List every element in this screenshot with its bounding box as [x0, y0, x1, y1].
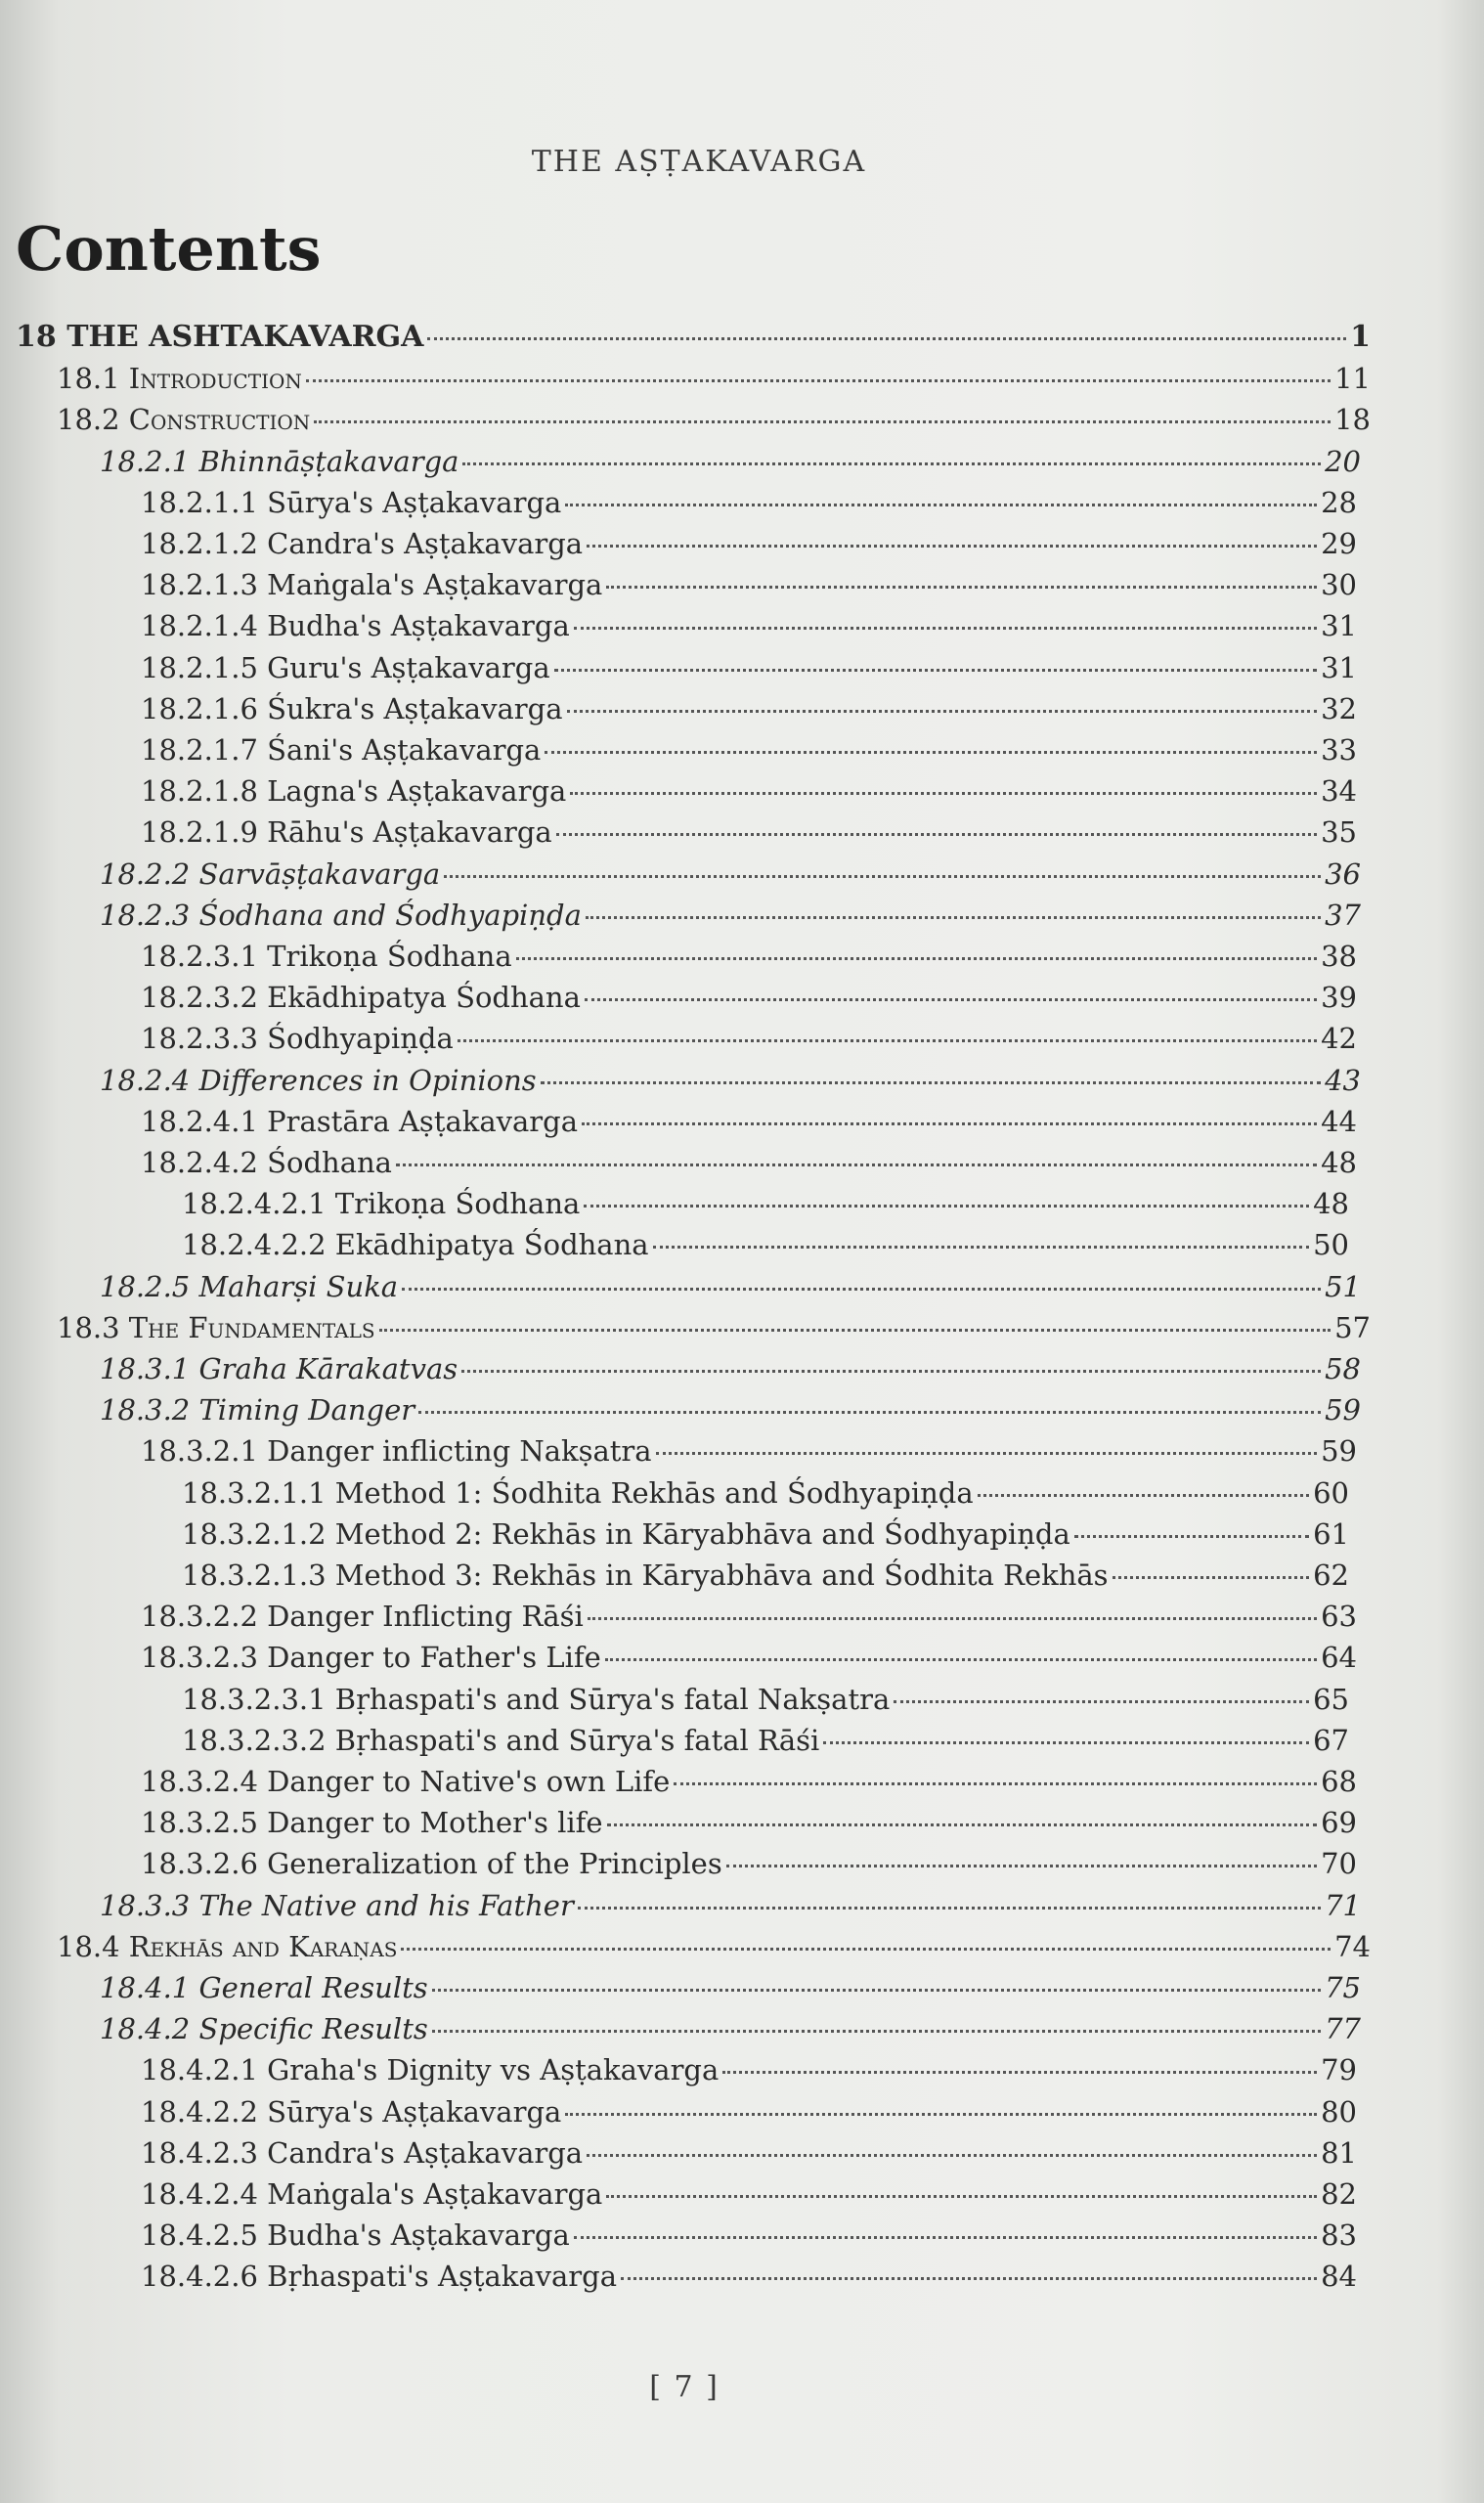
dot-leader [462, 462, 1321, 465]
toc-entry-label: 18.3.2.1.2 Method 2: Rekhās in Kāryabhāva and Śodhyapiṇḍa [182, 1517, 1070, 1551]
dot-leader [516, 957, 1317, 960]
toc-entry-label: 18.4.2.4 Maṅgala's Aṣṭakavarga [141, 2177, 603, 2211]
toc-entry[interactable] [141, 486, 1357, 519]
dot-leader [574, 2236, 1317, 2239]
dot-leader [587, 545, 1317, 548]
dot-leader [554, 669, 1317, 672]
dot-leader [585, 998, 1317, 1001]
toc-entry[interactable] [100, 1889, 1361, 1922]
toc-entry[interactable] [57, 1311, 1371, 1344]
dot-leader [402, 1288, 1321, 1291]
toc-entry[interactable] [141, 815, 1357, 849]
toc-entry[interactable] [182, 1476, 1349, 1510]
dot-leader [545, 751, 1317, 754]
toc-entry-label: 18.4.2 Specific Results [100, 2012, 428, 2045]
dot-leader [605, 1658, 1317, 1661]
toc-entry[interactable] [182, 1559, 1349, 1592]
toc-entry-page: 62 [1313, 1559, 1349, 1592]
toc-entry-page: 67 [1313, 1724, 1349, 1757]
toc-entry-page: 51 [1325, 1270, 1361, 1303]
toc-entry-label: 18.2.1.2 Candra's Aṣṭakavarga [141, 527, 584, 560]
toc-entry-page: 60 [1313, 1476, 1349, 1510]
toc-entry-page: 33 [1321, 733, 1357, 767]
toc-entry[interactable] [141, 2177, 1357, 2211]
toc-entry[interactable] [182, 1517, 1349, 1551]
toc-entry-label: 18.3.2.5 Danger to Mother's life [141, 1806, 603, 1839]
toc-entry-page: 36 [1325, 857, 1361, 891]
toc-entry[interactable] [100, 1270, 1361, 1303]
toc-entry[interactable] [182, 1724, 1349, 1757]
toc-entry-label: 18.3.2.6 Generalization of the Principles [141, 1847, 722, 1880]
toc-entry-page: 11 [1334, 362, 1371, 395]
toc-entry[interactable] [141, 2136, 1357, 2170]
toc-entry[interactable] [141, 1434, 1357, 1468]
toc-entry-label: 18.2.3.3 Śodhyapiṇḍa [141, 1022, 454, 1055]
toc-entry-page: 38 [1321, 940, 1357, 973]
toc-entry-label: 18.2.1.6 Śukra's Aṣṭakavarga [141, 692, 563, 725]
toc-entry-label: 18.2.1.5 Guru's Aṣṭakavarga [141, 651, 550, 684]
dot-leader [432, 2030, 1321, 2033]
dot-leader [314, 420, 1331, 423]
dot-leader [582, 1122, 1317, 1125]
dot-leader [606, 586, 1317, 589]
toc-entry[interactable] [182, 1228, 1349, 1261]
toc-entry-page: 39 [1321, 981, 1357, 1014]
toc-entry-label: 18.3.1 Graha Kārakatvas [100, 1352, 458, 1385]
toc-entry[interactable] [141, 651, 1357, 684]
dot-leader [427, 337, 1346, 340]
dot-leader [978, 1494, 1309, 1497]
dot-leader [396, 1164, 1317, 1166]
dot-leader [556, 833, 1317, 836]
toc-entry-label: 18.2.1.9 Rāhu's Aṣṭakavarga [141, 815, 552, 849]
dot-leader [379, 1329, 1331, 1332]
dot-leader [653, 1246, 1310, 1249]
toc-entry-label: 18.2.4.1 Prastāra Aṣṭakavarga [141, 1105, 579, 1138]
dot-leader [621, 2277, 1317, 2280]
toc-entry-label: 18.2.4 Differences in Opinions [100, 1064, 537, 1097]
dot-leader [574, 627, 1317, 630]
toc-entry-label: 18 THE ASHTAKAVARGA [16, 320, 424, 354]
toc-entry-label: 18.2.3 Śodhana and Śodhyapiṇḍa [100, 899, 582, 932]
toc-entry-page: 50 [1313, 1228, 1349, 1261]
toc-entry-label: 18.2.3.2 Ekādhipatya Śodhana [141, 981, 581, 1014]
toc-entry[interactable] [141, 774, 1357, 808]
page-number: [ 7 ] [649, 2370, 720, 2404]
toc-entry-label: 18.2.1.7 Śani's Aṣṭakavarga [141, 733, 542, 767]
toc-entry-page: 84 [1321, 2260, 1357, 2293]
toc-entry-label: 18.2.1 Bhinnāṣṭakavarga [100, 445, 459, 478]
toc-entry-label: 18.3 The Fundamentals [57, 1311, 375, 1344]
toc-entry[interactable] [141, 2053, 1357, 2086]
toc-entry-page: 58 [1325, 1352, 1361, 1385]
toc-entry-label: 18.2.1.1 Sūrya's Aṣṭakavarga [141, 486, 562, 519]
toc-entry-label: 18.4.2.2 Sūrya's Aṣṭakavarga [141, 2095, 562, 2129]
toc-entry-label: 18.3.2.2 Danger Inflicting Rāśi [141, 1600, 584, 1633]
dot-leader [674, 1782, 1317, 1785]
toc-entry-page: 80 [1321, 2095, 1357, 2129]
toc-entry-page: 57 [1334, 1311, 1371, 1344]
dot-leader [461, 1370, 1321, 1373]
toc-entry[interactable] [141, 733, 1357, 767]
toc-entry[interactable] [100, 445, 1361, 478]
toc-entry-label: 18.3.2.3 Danger to Father's Life [141, 1641, 601, 1674]
toc-entry[interactable] [57, 362, 1371, 395]
dot-leader [401, 1948, 1331, 1951]
page-title: Contents [16, 213, 322, 285]
toc-entry-page: 77 [1325, 2012, 1361, 2045]
toc-entry[interactable] [141, 692, 1357, 725]
toc-entry-page: 37 [1325, 899, 1361, 932]
toc-entry[interactable] [141, 568, 1357, 601]
toc-entry[interactable] [141, 1600, 1357, 1633]
toc-entry-page: 81 [1321, 2136, 1357, 2170]
toc-entry[interactable] [100, 1393, 1361, 1427]
toc-entry-label: 18.3.2.3.1 Bṛhaspati's and Sūrya's fatal Nakṣatra [182, 1683, 891, 1716]
dot-leader [458, 1039, 1317, 1042]
toc-entry[interactable] [100, 899, 1361, 932]
toc-entry-page: 31 [1321, 609, 1357, 642]
dot-leader [606, 2195, 1317, 2198]
toc-entry[interactable] [100, 1971, 1361, 2004]
toc-entry-page: 35 [1321, 815, 1357, 849]
toc-entry[interactable] [141, 2218, 1357, 2252]
toc-entry-page: 74 [1334, 1930, 1371, 1963]
toc-entry[interactable] [182, 1683, 1349, 1716]
toc-entry-page: 42 [1321, 1022, 1357, 1055]
toc-entry[interactable] [182, 1187, 1349, 1220]
toc-entry-label: 18.2 Construction [57, 403, 311, 436]
dot-leader [570, 792, 1317, 795]
toc-entry-page: 18 [1334, 403, 1371, 436]
dot-leader [567, 710, 1318, 713]
toc-entry-page: 59 [1321, 1434, 1357, 1468]
dot-leader [722, 2071, 1317, 2074]
dot-leader [1074, 1535, 1309, 1538]
toc-entry-page: 1 [1350, 320, 1371, 354]
toc-entry-label: 18.4.2.5 Budha's Aṣṭakavarga [141, 2218, 570, 2252]
dot-leader [541, 1081, 1321, 1084]
dot-leader [444, 875, 1321, 878]
toc-entry[interactable] [141, 2095, 1357, 2129]
toc-entry[interactable] [100, 1064, 1361, 1097]
dot-leader [823, 1741, 1309, 1744]
toc-entry[interactable] [100, 857, 1361, 891]
toc-entry-label: 18.3.2.1.3 Method 3: Rekhās in Kāryabhāva and Śodhita Rekhās [182, 1559, 1109, 1592]
toc-entry-label: 18.4.2.1 Graha's Dignity vs Aṣṭakavarga [141, 2053, 720, 2086]
toc-entry[interactable] [100, 1352, 1361, 1385]
toc-entry[interactable] [100, 2012, 1361, 2045]
toc-entry-page: 79 [1321, 2053, 1357, 2086]
toc-entry-page: 43 [1325, 1064, 1361, 1097]
toc-entry[interactable] [141, 1765, 1357, 1798]
toc-entry-label: 18.3.3 The Native and his Father [100, 1889, 574, 1922]
toc-entry[interactable] [141, 2260, 1357, 2293]
dot-leader [1113, 1576, 1310, 1579]
toc-entry-label: 18.2.4.2 Śodhana [141, 1146, 392, 1179]
dot-leader [584, 1205, 1309, 1208]
toc-entry[interactable] [141, 1641, 1357, 1674]
toc-entry[interactable] [141, 1105, 1357, 1138]
toc-entry-label: 18.2.1.8 Lagna's Aṣṭakavarga [141, 774, 567, 808]
toc-entry-page: 64 [1321, 1641, 1357, 1674]
toc-entry-page: 71 [1325, 1889, 1361, 1922]
toc-entry-label: 18.2.2 Sarvāṣṭakavarga [100, 857, 441, 891]
toc-entry-label: 18.3.2.4 Danger to Native's own Life [141, 1765, 671, 1798]
dot-leader [565, 2113, 1317, 2116]
toc-entry[interactable] [141, 1847, 1357, 1880]
toc-entry-label: 18.2.4.2.2 Ekādhipatya Śodhana [182, 1228, 649, 1261]
toc-entry-page: 59 [1325, 1393, 1361, 1427]
toc-entry-label: 18.4 Rekhās and Karaṇas [57, 1930, 398, 1963]
dot-leader [656, 1452, 1318, 1455]
toc-entry-page: 69 [1321, 1806, 1357, 1839]
toc-entry-label: 18.4.1 General Results [100, 1971, 428, 2004]
toc-entry-label: 18.2.4.2.1 Trikoṇa Śodhana [182, 1187, 581, 1220]
toc-entry-page: 34 [1321, 774, 1357, 808]
dot-leader [588, 1617, 1317, 1620]
toc-entry-page: 20 [1325, 445, 1361, 478]
toc-entry-label: 18.2.1.4 Budha's Aṣṭakavarga [141, 609, 570, 642]
running-head: THE AṢṬAKAVARGA [531, 145, 867, 179]
toc-entry[interactable] [57, 1930, 1371, 1963]
dot-leader [607, 1823, 1318, 1826]
toc-entry[interactable] [16, 321, 1371, 354]
toc-entry-page: 65 [1313, 1683, 1349, 1716]
toc-entry[interactable] [141, 940, 1357, 973]
toc-entry-page: 63 [1321, 1600, 1357, 1633]
toc-entry-label: 18.3.2 Timing Danger [100, 1393, 415, 1427]
toc-entry-label: 18.1 Introduction [57, 362, 302, 395]
toc-entry-page: 61 [1313, 1517, 1349, 1551]
toc-entry[interactable] [141, 981, 1357, 1014]
toc-entry[interactable] [141, 1806, 1357, 1839]
dot-leader [587, 2154, 1317, 2157]
toc-entry-page: 75 [1325, 1971, 1361, 2004]
toc-entry-label: 18.4.2.6 Bṛhaspati's Aṣṭakavarga [141, 2260, 618, 2293]
toc-entry[interactable] [141, 1146, 1357, 1179]
toc-entry-page: 70 [1321, 1847, 1357, 1880]
toc-entry-page: 32 [1321, 692, 1357, 725]
toc-entry-page: 30 [1321, 568, 1357, 601]
dot-leader [726, 1865, 1317, 1867]
toc-entry[interactable] [141, 609, 1357, 642]
toc-entry-label: 18.2.3.1 Trikoṇa Śodhana [141, 940, 512, 973]
toc-entry-page: 83 [1321, 2218, 1357, 2252]
toc-entry-page: 31 [1321, 651, 1357, 684]
dot-leader [306, 379, 1331, 382]
dot-leader [565, 504, 1317, 506]
toc-entry-label: 18.4.2.3 Candra's Aṣṭakavarga [141, 2136, 584, 2170]
dot-leader [578, 1907, 1321, 1910]
toc-entry[interactable] [141, 527, 1357, 560]
dot-leader [586, 916, 1321, 919]
toc-entry-page: 48 [1313, 1187, 1349, 1220]
toc-entry-label: 18.3.2.3.2 Bṛhaspati's and Sūrya's fatal Rāśi [182, 1724, 820, 1757]
toc-entry-label: 18.2.5 Maharṣi Suka [100, 1270, 399, 1303]
toc-entry-page: 68 [1321, 1765, 1357, 1798]
toc-entry-page: 29 [1321, 527, 1357, 560]
dot-leader [894, 1700, 1309, 1703]
toc-entry-label: 18.2.1.3 Maṅgala's Aṣṭakavarga [141, 568, 603, 601]
dot-leader [418, 1411, 1321, 1414]
toc-entry[interactable] [57, 403, 1371, 436]
toc-entry-page: 82 [1321, 2177, 1357, 2211]
toc-entry-label: 18.3.2.1.1 Method 1: Śodhita Rekhās and Śodhyapiṇḍa [182, 1476, 974, 1510]
toc-entry[interactable] [141, 1022, 1357, 1055]
dot-leader [432, 1989, 1321, 1992]
toc-entry-page: 44 [1321, 1105, 1357, 1138]
toc-entry-page: 28 [1321, 486, 1357, 519]
toc-entry-label: 18.3.2.1 Danger inflicting Nakṣatra [141, 1434, 652, 1468]
toc-entry-page: 48 [1321, 1146, 1357, 1179]
